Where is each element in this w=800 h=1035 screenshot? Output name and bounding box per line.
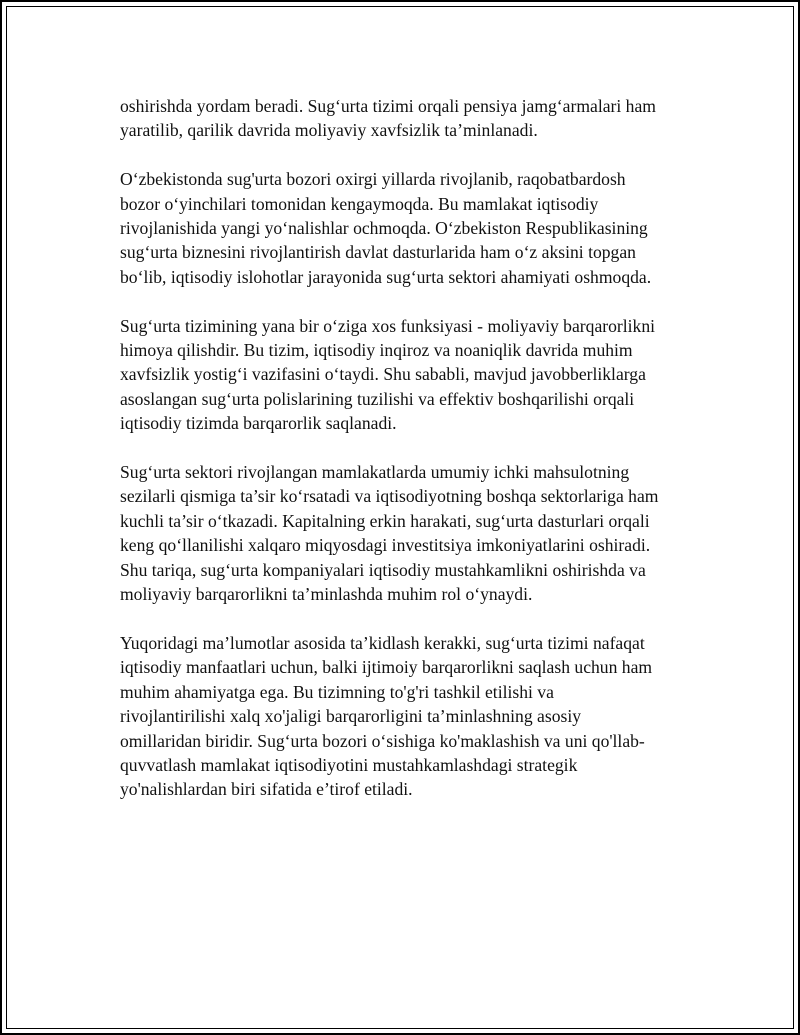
text-line: moliyaviy barqarorlikni ta’minlashda muhim rol o‘ynaydi. — [120, 584, 533, 605]
text-line: oshirishda yordam beradi. Sug‘urta tizimi orqali pensiya jamg‘armalari ham — [120, 96, 656, 116]
paragraph-5 — [120, 631, 700, 802]
text-line: omillaridan biridir. Sug‘urta bozori o‘sishiga ko'maklashish va uni qo'llab- — [120, 730, 645, 751]
paragraph-2 — [120, 167, 700, 289]
text-line: O‘zbekistonda sug'urta bozori oxirgi yillarda rivojlanib, raqobatbardosh — [120, 169, 626, 190]
paragraph-1 — [120, 94, 700, 143]
text-line: iqtisodiy manfaatlari uchun, balki ijtimoiy barqarorlikni saqlash uchun ham — [120, 657, 653, 678]
text-line: Yuqoridagi ma’lumotlar asosida ta’kidlash kerakki, sug‘urta tizimi nafaqat — [120, 632, 645, 653]
text-line: kuchli ta’sir o‘tkazadi. Kapitalning erkin harakati, sug‘urta dasturlari orqali — [120, 510, 650, 531]
text-line: bozor o‘yinchilari tomonidan kengaymoqda. Bu mamlakat iqtisodiy — [120, 193, 599, 214]
text-line: rivojlanishida yangi yo‘nalishlar ochmoqda. O‘zbekiston Respublikasining — [120, 218, 648, 239]
text-line: rivojlantirilishi xalq xo'jaligi barqarorligini ta’minlashning asosiy — [120, 706, 582, 727]
text-line: Shu tariqa, sug‘urta kompaniyalari iqtisodiy mustahkamlikni oshirishda va — [120, 559, 646, 580]
text-line: quvvatlash mamlakat iqtisodiyotini mustahkamlashdagi strategik — [120, 754, 578, 775]
paragraph-3 — [120, 314, 700, 436]
text-line: asoslangan sug‘urta polislarining tuzilishi va effektiv boshqarilishi orqali — [120, 388, 635, 409]
text-line: xavfsizlik yostig‘i vazifasini o‘taydi. Shu sababli, mavjud javobberliklarga — [120, 364, 646, 385]
text-line: Sug‘urta sektori rivojlangan mamlakatlarda umumiy ichki mahsulotning — [120, 462, 630, 483]
text-line: muhim ahamiyatga ega. Bu tizimning to'g'ri tashkil etilishi va — [120, 681, 554, 702]
document-body — [120, 94, 700, 826]
text-line: yo'nalishlardan biri sifatida e’tirof etiladi. — [120, 779, 413, 800]
paragraph-4 — [120, 460, 700, 606]
text-line: sezilarli qismiga ta’sir ko‘rsatadi va iqtisodiyotning boshqa sektorlariga ham — [120, 486, 659, 507]
text-line: yaratilib, qarilik davrida moliyaviy xavfsizlik ta’minlanadi. — [120, 120, 538, 141]
text-line: bo‘lib, iqtisodiy islohotlar jarayonida sug‘urta sektori ahamiyati oshmoqda. — [120, 266, 652, 287]
text-line: Sug‘urta tizimining yana bir o‘ziga xos funksiyasi - moliyaviy barqarorlikni — [120, 315, 656, 336]
text-line: sug‘urta biznesini rivojlantirish davlat dasturlarida ham o‘z aksini topgan — [120, 242, 636, 263]
text-line: keng qo‘llanilishi xalqaro miqyosdagi investitsiya imkoniyatlarini oshiradi. — [120, 535, 651, 556]
text-line: iqtisodiy tizimda barqarorlik saqlanadi. — [120, 413, 397, 434]
text-line: himoya qilishdir. Bu tizim, iqtisodiy inqiroz va noaniqlik davrida muhim — [120, 340, 633, 361]
